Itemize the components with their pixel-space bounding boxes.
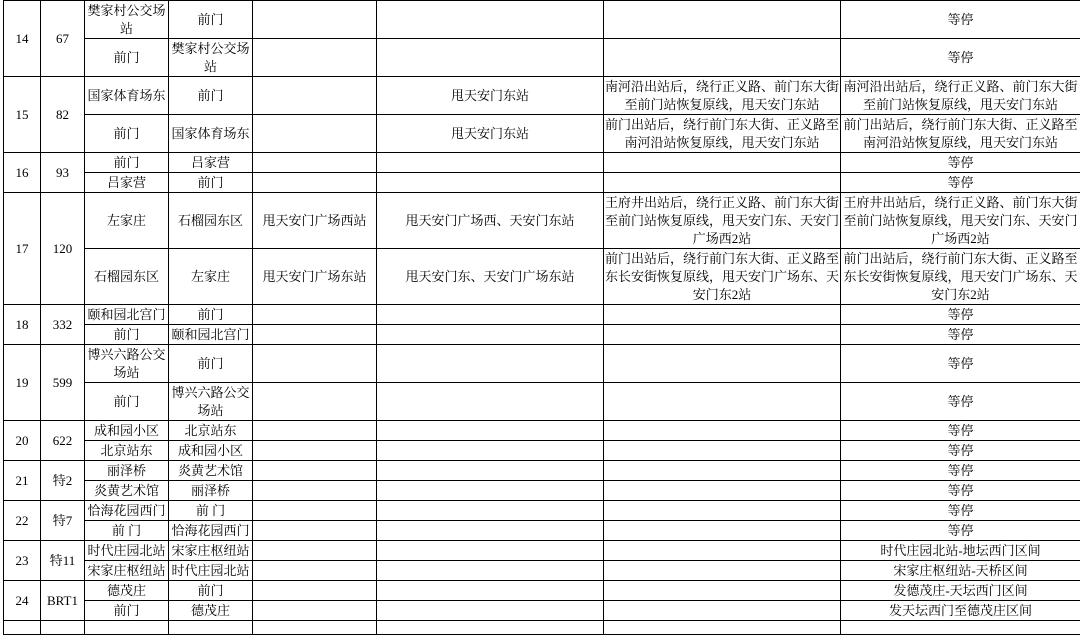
from-stop-cell: 北京站东 xyxy=(85,441,169,461)
row-index-cell: 16 xyxy=(4,153,41,193)
skip-station-cell xyxy=(253,305,377,325)
skip-station-cell xyxy=(253,481,377,501)
table-row xyxy=(4,383,1080,421)
table-row xyxy=(4,481,1080,501)
to-stop-cell: 前门 xyxy=(169,77,253,115)
adjustment-cell: 等停 xyxy=(841,383,1080,421)
row-index-cell: 15 xyxy=(4,77,41,153)
adjustment-cell: 时代庄园北站-地坛西门区间 xyxy=(841,541,1080,561)
line-number-cell: 93 xyxy=(41,153,85,193)
detour-plan-cell: 前门出站后，绕行前门东大街、正义路至东长安街恢复原线，甩天安门广场东、天安门东2站 xyxy=(604,249,841,305)
detour-plan-cell xyxy=(604,305,841,325)
to-stop-cell: 前门 xyxy=(169,173,253,193)
from-stop-cell: 前门 xyxy=(85,601,169,621)
skip-stations-cell xyxy=(377,521,604,541)
skip-station-cell xyxy=(253,441,377,461)
empty-cell xyxy=(41,621,85,635)
from-stop-cell: 恰海花园西门 xyxy=(85,501,169,521)
to-stop-cell: 宋家庄枢纽站 xyxy=(169,541,253,561)
table-row xyxy=(4,461,1080,481)
table-row xyxy=(4,561,1080,581)
skip-station-cell xyxy=(253,541,377,561)
detour-plan-cell xyxy=(604,501,841,521)
detour-plan-cell xyxy=(604,345,841,383)
to-stop-cell: 前门 xyxy=(169,345,253,383)
row-index-cell: 22 xyxy=(4,501,41,541)
empty-cell xyxy=(604,621,841,635)
empty-cell xyxy=(4,621,41,635)
to-stop-cell: 恰海花园西门 xyxy=(169,521,253,541)
table-row xyxy=(4,153,1080,173)
skip-station-cell xyxy=(253,153,377,173)
detour-plan-cell: 前门出站后，绕行前门东大街、正义路至南河沿站恢复原线，甩天安门东站 xyxy=(604,115,841,153)
to-stop-cell: 左家庄 xyxy=(169,249,253,305)
detour-plan-cell xyxy=(604,461,841,481)
from-stop-cell: 左家庄 xyxy=(85,193,169,249)
skip-stations-cell xyxy=(377,501,604,521)
table-row xyxy=(4,77,1080,115)
line-number-cell: 67 xyxy=(41,1,85,77)
adjustment-cell: 宋家庄枢纽站-天桥区间 xyxy=(841,561,1080,581)
to-stop-cell: 吕家营 xyxy=(169,153,253,173)
empty-cell xyxy=(169,621,253,635)
skip-stations-cell xyxy=(377,461,604,481)
line-number-cell: BRT1 xyxy=(41,581,85,621)
empty-cell xyxy=(85,621,169,635)
to-stop-cell: 石榴园东区 xyxy=(169,193,253,249)
from-stop-cell: 前门 xyxy=(85,153,169,173)
row-index-cell: 18 xyxy=(4,305,41,345)
skip-station-cell xyxy=(253,561,377,581)
detour-plan-cell xyxy=(604,173,841,193)
row-index-cell: 21 xyxy=(4,461,41,501)
to-stop-cell: 博兴六路公交场站 xyxy=(169,383,253,421)
skip-stations-cell xyxy=(377,383,604,421)
to-stop-cell: 成和园小区 xyxy=(169,441,253,461)
detour-plan-cell xyxy=(604,601,841,621)
row-index-cell: 24 xyxy=(4,581,41,621)
from-stop-cell: 丽泽桥 xyxy=(85,461,169,481)
skip-station-cell xyxy=(253,77,377,115)
detour-plan-cell: 南河沿出站后，绕行正义路、前门东大街至前门站恢复原线，甩天安门东站 xyxy=(604,77,841,115)
detour-plan-cell xyxy=(604,561,841,581)
bus-adjustment-table xyxy=(3,0,1080,635)
from-stop-cell: 成和园小区 xyxy=(85,421,169,441)
to-stop-cell: 樊家村公交场站 xyxy=(169,39,253,77)
skip-stations-cell xyxy=(377,441,604,461)
to-stop-cell: 丽泽桥 xyxy=(169,481,253,501)
skip-stations-cell xyxy=(377,1,604,39)
skip-station-cell xyxy=(253,115,377,153)
table-row xyxy=(4,39,1080,77)
skip-station-cell xyxy=(253,501,377,521)
skip-station-cell xyxy=(253,39,377,77)
adjustment-cell: 发德茂庄-天坛西门区间 xyxy=(841,581,1080,601)
skip-station-cell xyxy=(253,345,377,383)
table-row xyxy=(4,521,1080,541)
from-stop-cell: 宋家庄枢纽站 xyxy=(85,561,169,581)
to-stop-cell: 前 门 xyxy=(169,501,253,521)
table-row xyxy=(4,581,1080,601)
from-stop-cell: 颐和园北宫门 xyxy=(85,305,169,325)
table-row xyxy=(4,193,1080,249)
skip-stations-cell: 甩天安门广场西、天安门东站 xyxy=(377,193,604,249)
empty-cell xyxy=(253,621,377,635)
skip-station-cell xyxy=(253,1,377,39)
from-stop-cell: 前 门 xyxy=(85,521,169,541)
from-stop-cell: 前门 xyxy=(85,383,169,421)
skip-stations-cell xyxy=(377,345,604,383)
skip-stations-cell: 甩天安门东、天安门广场东站 xyxy=(377,249,604,305)
skip-station-cell xyxy=(253,461,377,481)
line-number-cell: 599 xyxy=(41,345,85,421)
from-stop-cell: 时代庄园北站 xyxy=(85,541,169,561)
skip-station-cell: 甩天安门广场东站 xyxy=(253,249,377,305)
adjustment-cell: 等停 xyxy=(841,461,1080,481)
table-row xyxy=(4,325,1080,345)
from-stop-cell: 炎黄艺术馆 xyxy=(85,481,169,501)
detour-plan-cell xyxy=(604,325,841,345)
from-stop-cell: 德茂庄 xyxy=(85,581,169,601)
from-stop-cell: 博兴六路公交场站 xyxy=(85,345,169,383)
detour-plan-cell xyxy=(604,521,841,541)
detour-plan-cell xyxy=(604,581,841,601)
adjustment-cell: 等停 xyxy=(841,1,1080,39)
table-row xyxy=(4,421,1080,441)
adjustment-cell: 等停 xyxy=(841,305,1080,325)
to-stop-cell: 时代庄园北站 xyxy=(169,561,253,581)
adjustment-cell: 前门出站后，绕行前门东大街、正义路至东长安街恢复原线，甩天安门广场东、天安门东2站 xyxy=(841,249,1080,305)
line-number-cell: 特7 xyxy=(41,501,85,541)
table-row xyxy=(4,441,1080,461)
adjustment-cell: 南河沿出站后，绕行正义路、前门东大街至前门站恢复原线，甩天安门东站 xyxy=(841,77,1080,115)
skip-stations-cell: 甩天安门东站 xyxy=(377,77,604,115)
row-index-cell: 20 xyxy=(4,421,41,461)
table-row xyxy=(4,541,1080,561)
to-stop-cell: 前门 xyxy=(169,581,253,601)
adjustment-cell: 前门出站后，绕行前门东大街、正义路至南河沿站恢复原线，甩天安门东站 xyxy=(841,115,1080,153)
to-stop-cell: 颐和园北宫门 xyxy=(169,325,253,345)
row-index-cell: 14 xyxy=(4,1,41,77)
table-row xyxy=(4,621,1080,635)
to-stop-cell: 前门 xyxy=(169,1,253,39)
table-row xyxy=(4,115,1080,153)
line-number-cell: 82 xyxy=(41,77,85,153)
empty-cell xyxy=(841,621,1080,635)
row-index-cell: 23 xyxy=(4,541,41,581)
skip-stations-cell xyxy=(377,39,604,77)
skip-station-cell xyxy=(253,601,377,621)
table-row xyxy=(4,345,1080,383)
skip-stations-cell xyxy=(377,153,604,173)
from-stop-cell: 吕家营 xyxy=(85,173,169,193)
adjustment-cell: 等停 xyxy=(841,39,1080,77)
to-stop-cell: 德茂庄 xyxy=(169,601,253,621)
adjustment-cell: 等停 xyxy=(841,421,1080,441)
adjustment-cell: 等停 xyxy=(841,345,1080,383)
from-stop-cell: 前门 xyxy=(85,325,169,345)
to-stop-cell: 炎黄艺术馆 xyxy=(169,461,253,481)
from-stop-cell: 国家体育场东 xyxy=(85,77,169,115)
table-row xyxy=(4,305,1080,325)
line-number-cell: 特11 xyxy=(41,541,85,581)
detour-plan-cell xyxy=(604,39,841,77)
adjustment-cell: 等停 xyxy=(841,173,1080,193)
empty-cell xyxy=(377,621,604,635)
detour-plan-cell xyxy=(604,481,841,501)
skip-stations-cell xyxy=(377,601,604,621)
line-number-cell: 120 xyxy=(41,193,85,305)
adjustment-cell: 等停 xyxy=(841,501,1080,521)
skip-station-cell xyxy=(253,421,377,441)
skip-stations-cell xyxy=(377,173,604,193)
skip-stations-cell xyxy=(377,541,604,561)
detour-plan-cell xyxy=(604,441,841,461)
skip-station-cell: 甩天安门广场西站 xyxy=(253,193,377,249)
skip-stations-cell xyxy=(377,325,604,345)
row-index-cell: 17 xyxy=(4,193,41,305)
detour-plan-cell xyxy=(604,541,841,561)
to-stop-cell: 北京站东 xyxy=(169,421,253,441)
skip-stations-cell xyxy=(377,561,604,581)
table-row xyxy=(4,601,1080,621)
detour-plan-cell xyxy=(604,1,841,39)
from-stop-cell: 前门 xyxy=(85,115,169,153)
adjustment-cell: 等停 xyxy=(841,441,1080,461)
skip-stations-cell xyxy=(377,421,604,441)
adjustment-cell: 发天坛西门至德茂庄区间 xyxy=(841,601,1080,621)
skip-station-cell xyxy=(253,173,377,193)
detour-plan-cell xyxy=(604,153,841,173)
detour-plan-cell xyxy=(604,421,841,441)
from-stop-cell: 石榴园东区 xyxy=(85,249,169,305)
line-number-cell: 特2 xyxy=(41,461,85,501)
skip-stations-cell xyxy=(377,305,604,325)
to-stop-cell: 国家体育场东 xyxy=(169,115,253,153)
adjustment-cell: 王府井出站后，绕行正义路、前门东大街至前门站恢复原线，甩天安门东、天安门广场西2站 xyxy=(841,193,1080,249)
table-row xyxy=(4,1,1080,39)
adjustment-cell: 等停 xyxy=(841,153,1080,173)
line-number-cell: 622 xyxy=(41,421,85,461)
skip-station-cell xyxy=(253,383,377,421)
skip-stations-cell xyxy=(377,481,604,501)
skip-stations-cell: 甩天安门东站 xyxy=(377,115,604,153)
from-stop-cell: 前门 xyxy=(85,39,169,77)
skip-station-cell xyxy=(253,325,377,345)
skip-station-cell xyxy=(253,521,377,541)
table-row xyxy=(4,501,1080,521)
row-index-cell: 19 xyxy=(4,345,41,421)
detour-plan-cell: 王府井出站后，绕行正义路、前门东大街至前门站恢复原线，甩天安门东、天安门广场西2站 xyxy=(604,193,841,249)
table-row xyxy=(4,173,1080,193)
line-number-cell: 332 xyxy=(41,305,85,345)
adjustment-cell: 等停 xyxy=(841,481,1080,501)
to-stop-cell: 前门 xyxy=(169,305,253,325)
adjustment-cell: 等停 xyxy=(841,325,1080,345)
adjustment-cell: 等停 xyxy=(841,521,1080,541)
detour-plan-cell xyxy=(604,383,841,421)
from-stop-cell: 樊家村公交场站 xyxy=(85,1,169,39)
table-row xyxy=(4,249,1080,305)
skip-station-cell xyxy=(253,581,377,601)
skip-stations-cell xyxy=(377,581,604,601)
